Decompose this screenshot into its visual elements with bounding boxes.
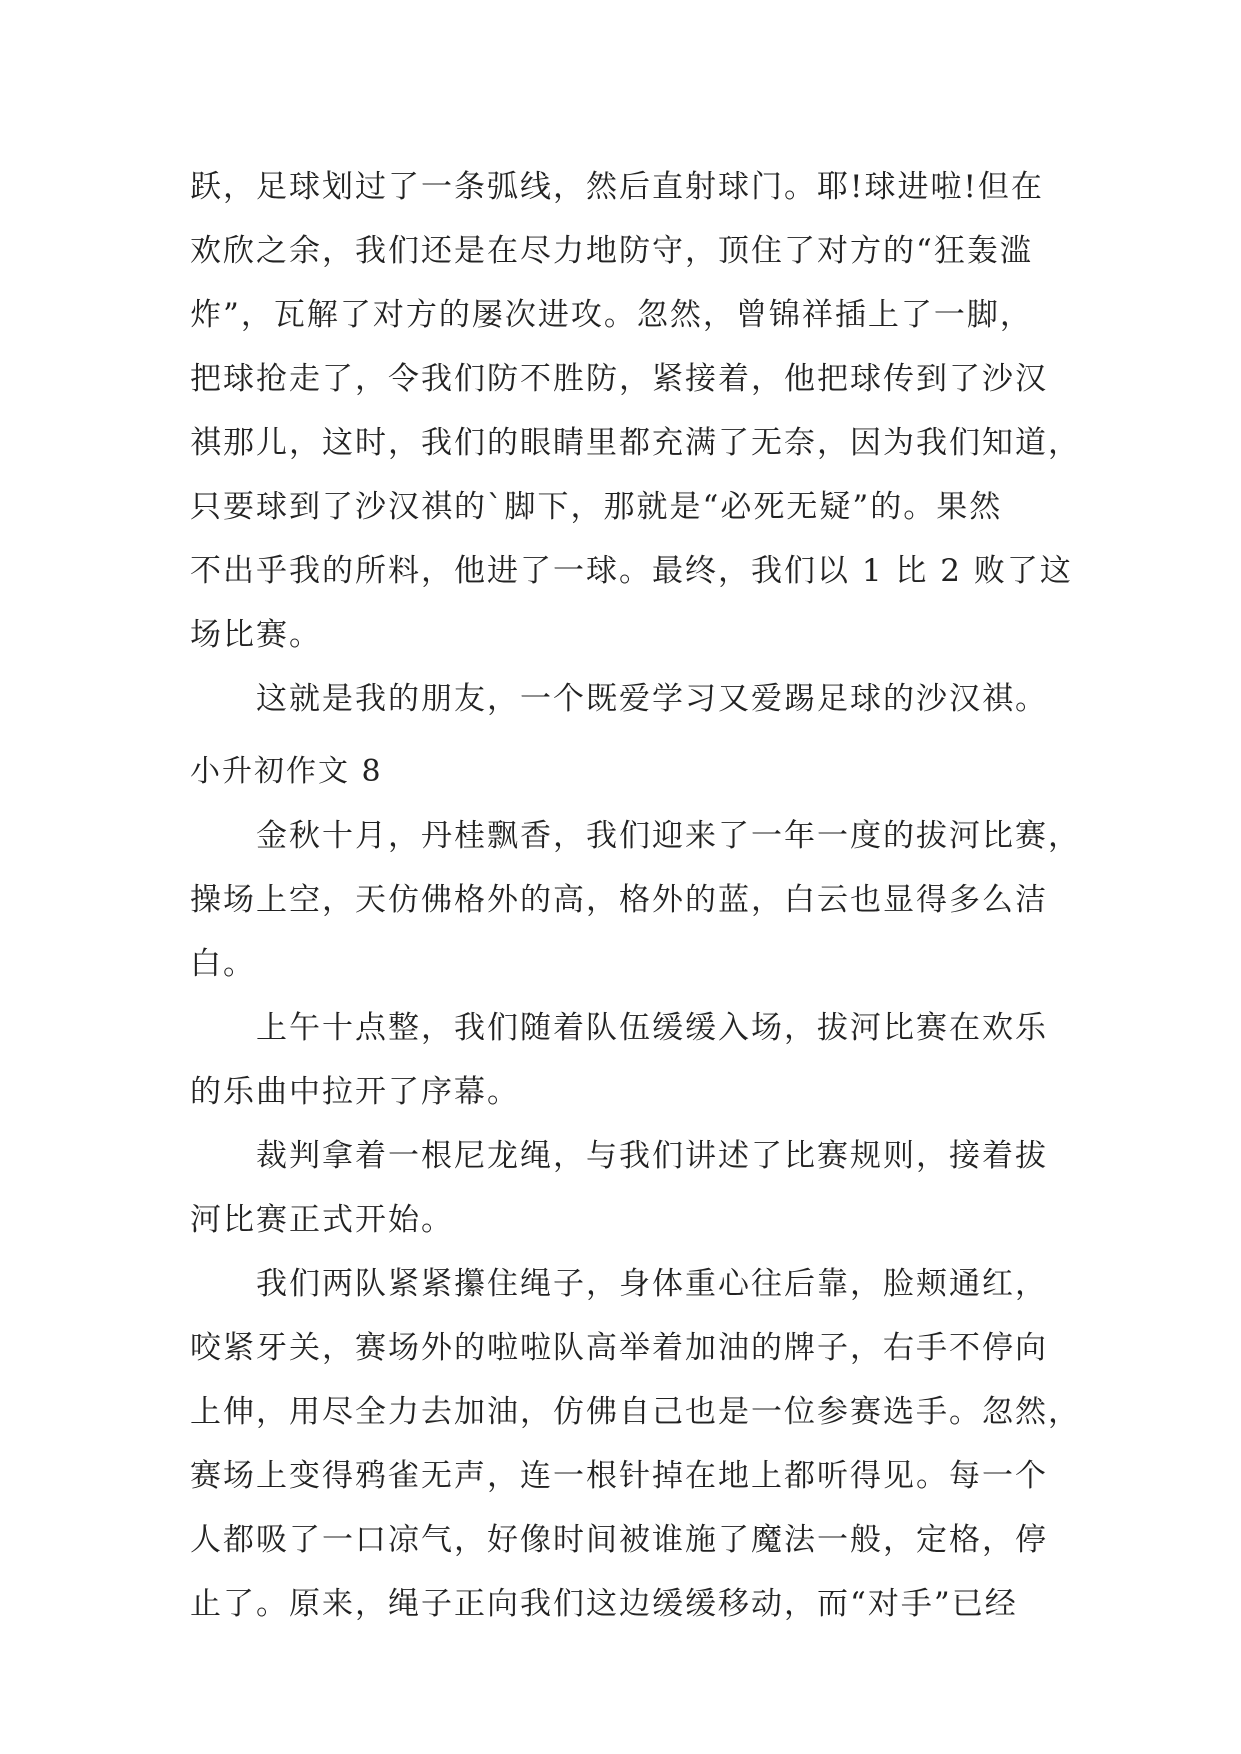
essay-continuation [190, 155, 1081, 731]
paragraph-line: 上伸，用尽全力去加油，仿佛自己也是一位参赛选手。忽然， [190, 1394, 1081, 1430]
paragraph-line: 欢欣之余，我们还是在尽力地防守，顶住了对方的“狂轰滥 [190, 233, 1033, 269]
paragraph-line: 河比赛正式开始。 [190, 1202, 454, 1238]
paragraph-line: 不出乎我的所料，他进了一球。最终，我们以 1 比 2 败了这 [190, 553, 1073, 589]
paragraph-line: 把球抢走了，令我们防不胜防，紧接着，他把球传到了沙汉 [190, 361, 1048, 397]
paragraph-line: 上午十点整，我们随着队伍缓缓入场，拔河比赛在欢乐 [256, 1010, 1048, 1046]
paragraph-line: 的乐曲中拉开了序幕。 [190, 1074, 520, 1110]
essay-8 [190, 740, 1081, 1636]
paragraph-line: 我们两队紧紧攥住绳子，身体重心往后靠，脸颊通红， [256, 1266, 1048, 1302]
paragraph-line: 跃，足球划过了一条弧线，然后直射球门。耶!球进啦!但在 [190, 169, 1044, 205]
paragraph-line: 白。 [190, 946, 256, 982]
paragraph-line: 操场上空，天仿佛格外的高，格外的蓝，白云也显得多么洁 [190, 882, 1048, 918]
essay-title: 小升初作文 8 [190, 754, 383, 789]
paragraph-line: 赛场上变得鸦雀无声，连一根针掉在地上都听得见。每一个 [190, 1458, 1048, 1494]
paragraph-line: 场比赛。 [190, 617, 322, 653]
paragraph-line: 这就是我的朋友，一个既爱学习又爱踢足球的沙汉祺。 [256, 681, 1048, 717]
paragraph-line: 炸”，瓦解了对方的屡次进攻。忽然，曾锦祥插上了一脚， [190, 297, 1033, 333]
paragraph-line: 只要球到了沙汉祺的`脚下，那就是“必死无疑”的。果然 [190, 489, 1003, 525]
paragraph-line: 咬紧牙关，赛场外的啦啦队高举着加油的牌子，右手不停向 [190, 1330, 1048, 1366]
paragraph-line: 祺那儿，这时，我们的眼睛里都充满了无奈，因为我们知道， [190, 425, 1081, 461]
paragraph-line: 金秋十月，丹桂飘香，我们迎来了一年一度的拔河比赛， [256, 818, 1081, 854]
paragraph-line: 止了。原来，绳子正向我们这边缓缓移动，而“对手”已经 [190, 1586, 1018, 1622]
paragraph-line: 裁判拿着一根尼龙绳，与我们讲述了比赛规则，接着拔 [256, 1138, 1048, 1174]
paragraph-line: 人都吸了一口凉气，好像时间被谁施了魔法一般，定格，停 [190, 1522, 1048, 1558]
